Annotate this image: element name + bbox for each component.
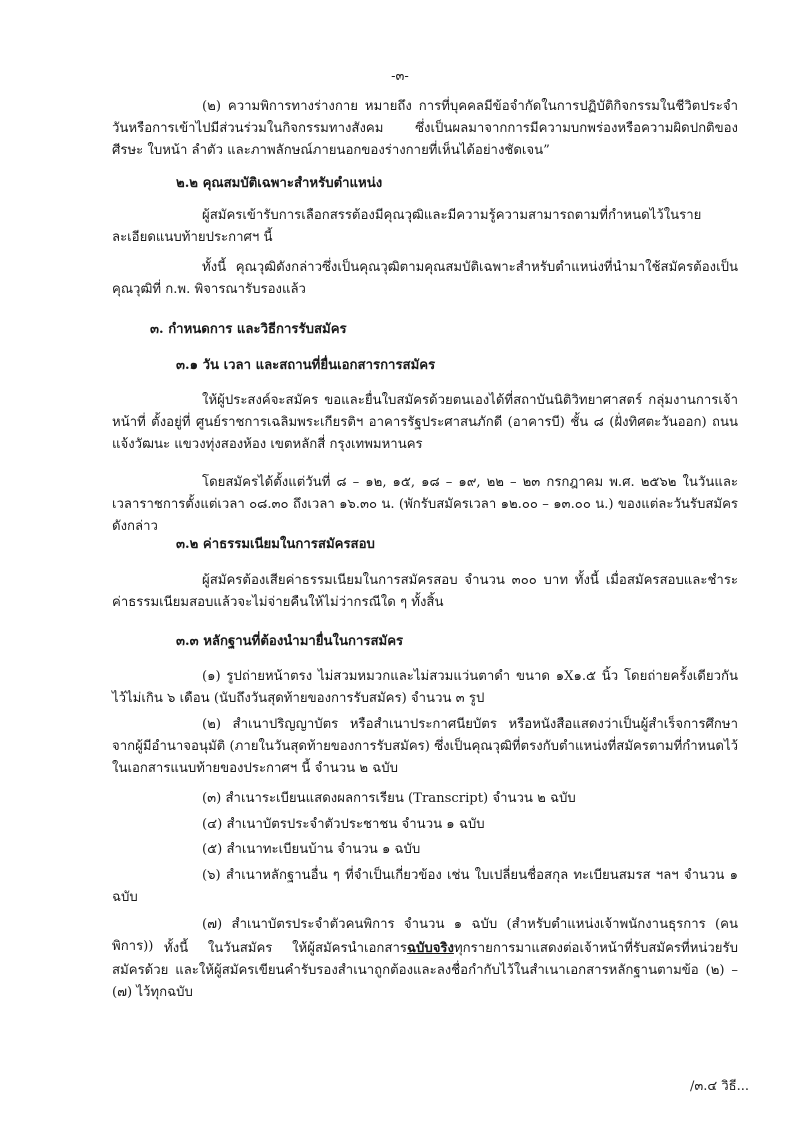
section-3-3-heading: ๓.๓ หลักฐานที่ต้องนำมายื่นในการสมัคร bbox=[176, 634, 404, 649]
section-2-2-paragraph-1: ผู้สมัครเข้ารับการเลือกสรรต้องมีคุณวุฒิและมีความรู้ความสามารถตามที่กำหนดไว้ในรายละเอียดแนบท้ายประกาศฯ นี้ bbox=[112, 208, 702, 245]
disability-definition: (๒) ความพิการทางร่างกาย หมายถึง การที่บุคคลมีข้อจำกัดในการปฏิบัติกิจกรรมในชีวิตประจำวันหรือการเข้าไปมีส่วนร่วมในกิจกรรมทางสังคม ซึ่งเป็นผลมาจากการมีความบกพร่องหรือความผิดปกติของศีรษะ ใบหน้า ลำตัว และภาพลักษณ์ภายนอกของร่างกายที่เห็นได้อย่างชัดเจน” bbox=[112, 99, 738, 158]
evidence-item-6: (๖) สำเนาหลักฐานอื่น ๆ ที่จำเป็นเกี่ยวข้อง เช่น ใบเปลี่ยนชื่อสกุล ทะเบียนสมรส ฯลฯ จำนวน ๑ ฉบับ bbox=[112, 868, 738, 905]
evidence-item-4: (๔) สำเนาบัตรประจำตัวประชาชน จำนวน ๑ ฉบับ bbox=[202, 817, 485, 832]
evidence-item-3: (๓) สำเนาระเบียนแสดงผลการเรียน (Transcript) จำนวน ๒ ฉบับ bbox=[202, 791, 576, 806]
section-3-1-heading: ๓.๑ วัน เวลา และสถานที่ยื่นเอกสารการสมัคร bbox=[176, 358, 436, 373]
section-2-2-heading: ๒.๒ คุณสมบัติเฉพาะสำหรับตำแหน่ง bbox=[176, 176, 383, 191]
evidence-note-end: ทุกรายการมาแสดงต่อเจ้าหน้าที่รับสมัครที่หน่วยรับสมัครด้วย และให้ผู้สมัครเขียนคำรับรองสำเนาถูกต้องและลงชื่อกำกับไว้ในสำเนาเอกสารหลักฐานตามข้อ (๒) – (๗) ไว้ทุกฉบับ bbox=[112, 941, 738, 1000]
evidence-note bbox=[112, 938, 738, 1004]
evidence-item-1: (๑) รูปถ่ายหน้าตรง ไม่สวมหมวกและไม่สวมแว่นตาดำ ขนาด ๑X๑.๕ นิ้ว โดยถ่ายครั้งเดียวกันไว้ไม่เกิน ๖ เดือน (นับถึงวันสุดท้ายของการรับสมัคร) จำนวน ๓ รูป bbox=[112, 669, 738, 706]
continuation-marker: /๓.๔ วิธี... bbox=[690, 1079, 750, 1094]
section-3-1-paragraph-1: ให้ผู้ประสงค์จะสมัคร ขอและยื่นใบสมัครด้วยตนเองได้ที่สถาบันนิติวิทยาศาสตร์ กลุ่มงานการเจ้าหน้าที่ ตั้งอยู่ที่ ศูนย์ราชการเฉลิมพระเกียรติฯ อาคารรัฐประศาสนภักดี (อาคารบี) ชั้น ๘ (ฝั่งทิศตะวันออก) ถนนแจ้งวัฒนะ แขวงทุ่งสองห้อง เขตหลักสี่ กรุงเทพมหานคร bbox=[112, 393, 738, 452]
section-3-1-paragraph-2: โดยสมัครได้ตั้งแต่วันที่ ๘ – ๑๒, ๑๕, ๑๘ – ๑๙, ๒๒ – ๒๓ กรกฎาคม พ.ศ. ๒๕๖๒ ในวันและเวลาราชการตั้งแต่เวลา ๐๘.๓๐ ถึงเวลา ๑๖.๓๐ น. (พักรับสมัครเวลา ๑๒.๐๐ – ๑๓.๐๐ น.) ของแต่ละวันรับสมัครดังกล่าว bbox=[112, 475, 738, 534]
evidence-item-5: (๕) สำเนาทะเบียนบ้าน จำนวน ๑ ฉบับ bbox=[202, 842, 421, 857]
evidence-item-2: (๒) สำเนาปริญญาบัตร หรือสำเนาประกาศนียบัตร หรือหนังสือแสดงว่าเป็นผู้สำเร็จการศึกษาจากผู้มีอำนาจอนุมัติ (ภายในวันสุดท้ายของการรับสมัคร) ซึ่งเป็นคุณวุฒิที่ตรงกับตำแหน่งที่สมัครตามที่กำหนดไว้ในเอกสารแนบท้ายของประกาศฯ นี้ จำนวน ๒ ฉบับ bbox=[112, 717, 738, 776]
evidence-item-7: (๗) สำเนาบัตรประจำตัวคนพิการ จำนวน ๑ ฉบับ (สำหรับตำแหน่งเจ้าพนักงานธุรการ (คนพิการ)) bbox=[112, 917, 738, 954]
evidence-note-start: ทั้งนี้ ในวันสมัคร ให้ผู้สมัครนำเอกสาร bbox=[164, 941, 407, 956]
original-copy-emphasis: ฉบับจริง bbox=[406, 941, 454, 956]
section-2-2-paragraph-2: ทั้งนี้ คุณวุฒิดังกล่าวซึ่งเป็นคุณวุฒิตามคุณสมบัติเฉพาะสำหรับตำแหน่งที่นำมาใช้สมัครต้องเป็นคุณวุฒิที่ ก.พ. พิจารณารับรองแล้ว bbox=[112, 260, 738, 297]
page-number: -๓- bbox=[391, 69, 409, 84]
section-3-2-heading: ๓.๒ ค่าธรรมเนียมในการสมัครสอบ bbox=[176, 537, 375, 552]
section-3-heading: ๓. กำหนดการ และวิธีการรับสมัคร bbox=[150, 322, 347, 337]
section-3-2-paragraph-1: ผู้สมัครต้องเสียค่าธรรมเนียมในการสมัครสอบ จำนวน ๓๐๐ บาท ทั้งนี้ เมื่อสมัครสอบและชำระค่าธรรมเนียมสอบแล้วจะไม่จ่ายคืนให้ไม่ว่ากรณีใด ๆ ทั้งสิ้น bbox=[112, 573, 738, 610]
